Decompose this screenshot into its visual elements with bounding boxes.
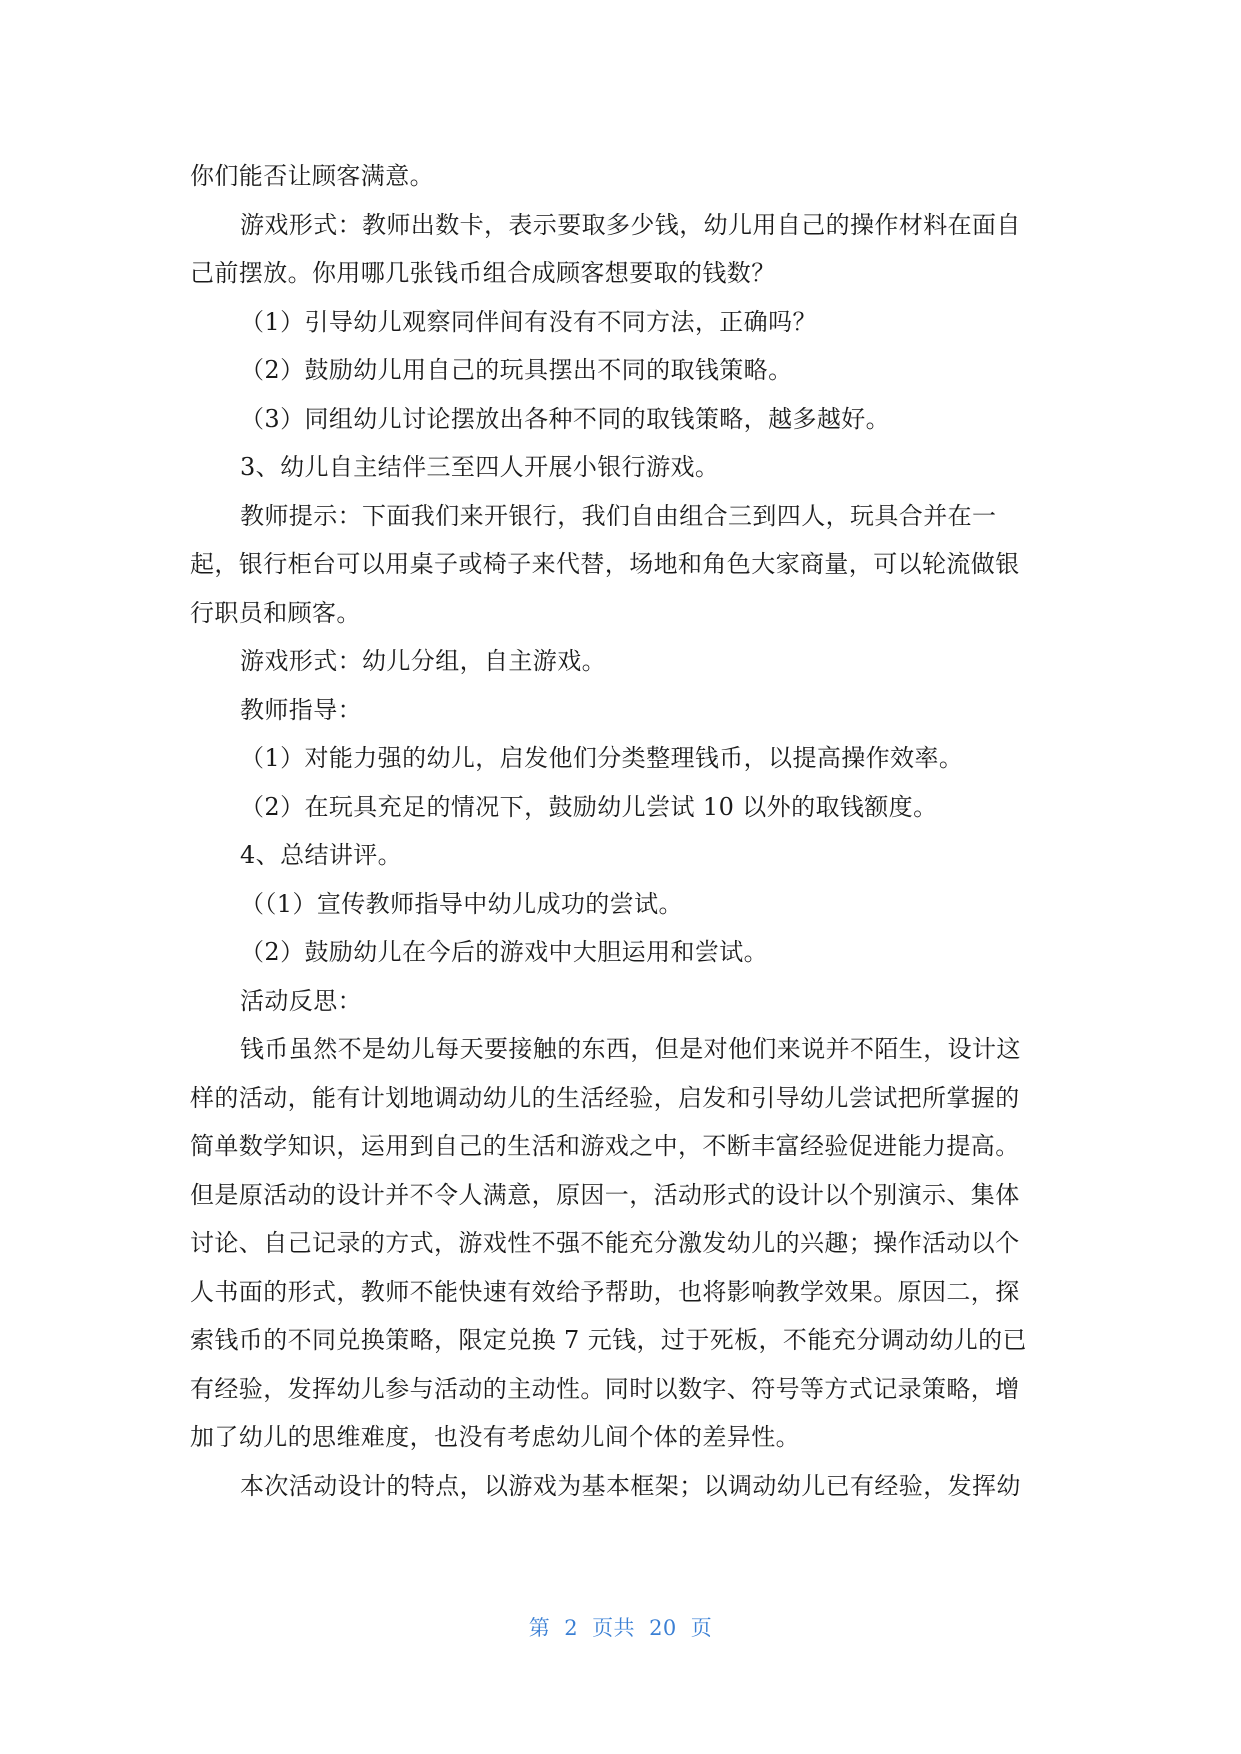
- page-footer: [0, 1612, 1241, 1642]
- text-line: 简单数学知识，运用到自己的生活和游戏之中，不断丰富经验促进能力提高。: [190, 1132, 1020, 1160]
- page-current-number: 2: [564, 1616, 579, 1640]
- text-line: 教师指导：: [240, 695, 362, 724]
- text-line: 行职员和顾客。: [190, 598, 361, 627]
- text-line: 游戏形式：教师出数卡，表示要取多少钱，幼儿用自己的操作材料在面自: [240, 210, 1021, 239]
- text-line: （2）鼓励幼儿在今后的游戏中大胆运用和尝试。: [240, 938, 769, 966]
- page-label-suffix: 页: [690, 1616, 713, 1640]
- text-line: 3、幼儿自主结伴三至四人开展小银行游戏。: [240, 453, 720, 481]
- text-line: 游戏形式：幼儿分组，自主游戏。: [240, 647, 606, 675]
- text-line: （（1）宣传教师指导中幼儿成功的尝试。: [240, 889, 683, 918]
- text-line: 本次活动设计的特点，以游戏为基本框架；以调动幼儿已有经验，发挥幼: [240, 1471, 1021, 1500]
- text-line: （3）同组幼儿讨论摆放出各种不同的取钱策略，越多越好。: [240, 404, 891, 433]
- text-line: 己前摆放。你用哪几张钱币组合成顾客想要取的钱数？: [190, 259, 776, 287]
- page-total-number: 20: [649, 1616, 677, 1640]
- document-body: [190, 152, 1050, 1510]
- text-line: （1）引导幼儿观察同伴间有没有不同方法，正确吗？: [240, 307, 817, 336]
- text-line: 4、总结讲评。: [240, 841, 403, 869]
- text-line: 人书面的形式，教师不能快速有效给予帮助，也将影响教学效果。原因二，探: [190, 1277, 1020, 1306]
- text-line: 你们能否让顾客满意。: [190, 162, 434, 190]
- text-line: 样的活动，能有计划地调动幼儿的生活经验，启发和引导幼儿尝试把所掌握的: [190, 1083, 1020, 1112]
- text-line: 索钱币的不同兑换策略，限定兑换 7 元钱，过于死板，不能充分调动幼儿的已: [190, 1326, 1027, 1354]
- text-line: （2）鼓励幼儿用自己的玩具摆出不同的取钱策略。: [240, 356, 793, 384]
- text-line: 讨论、自己记录的方式，游戏性不强不能充分激发幼儿的兴趣；操作活动以个: [190, 1229, 1020, 1257]
- text-line: （2）在玩具充足的情况下，鼓励幼儿尝试 10 以外的取钱额度。: [240, 792, 938, 821]
- page-label-prefix: 第: [528, 1616, 551, 1640]
- text-line: 有经验，发挥幼儿参与活动的主动性。同时以数字、符号等方式记录策略，增: [190, 1374, 1020, 1403]
- text-line: 加了幼儿的思维难度，也没有考虑幼儿间个体的差异性。: [190, 1423, 800, 1451]
- text-line: 起，银行柜台可以用桌子或椅子来代替，场地和角色大家商量，可以轮流做银: [190, 550, 1020, 578]
- text-line: 钱币虽然不是幼儿每天要接触的东西，但是对他们来说并不陌生，设计这: [240, 1035, 1021, 1063]
- page-label-middle: 页共: [592, 1616, 636, 1640]
- text-line: （1）对能力强的幼儿，启发他们分类整理钱币，以提高操作效率。: [240, 744, 964, 772]
- text-line: 教师提示：下面我们来开银行，我们自由组合三到四人，玩具合并在一: [240, 501, 997, 530]
- text-line: 活动反思：: [240, 986, 362, 1015]
- text-line: 但是原活动的设计并不令人满意，原因一，活动形式的设计以个别演示、集体: [190, 1180, 1020, 1209]
